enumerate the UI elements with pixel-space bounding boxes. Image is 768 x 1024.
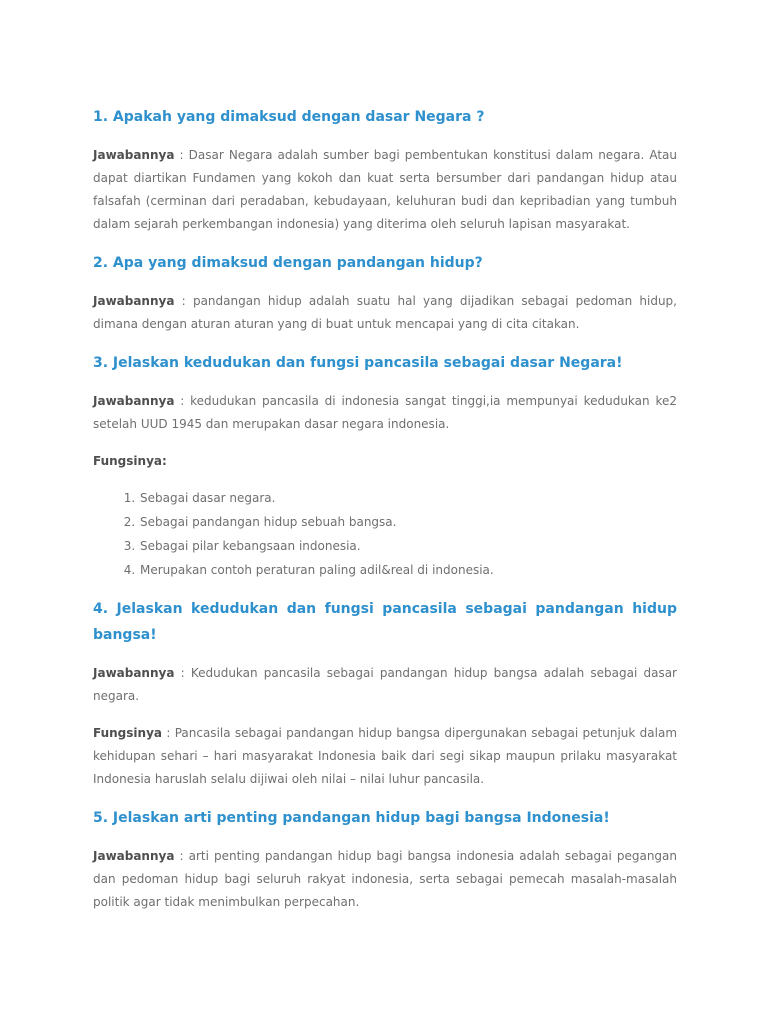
- answer-label: Jawabannya: [93, 849, 175, 863]
- question-heading-3: 3. Jelaskan kedudukan dan fungsi pancasila sebagai dasar Negara!: [93, 355, 623, 371]
- answer-paragraph-5: [93, 845, 677, 914]
- qa-section-5: [93, 805, 677, 914]
- label-separator: :: [174, 849, 189, 863]
- qa-section-1: [93, 104, 677, 236]
- answer-text: kedudukan pancasila di indonesia sangat tinggi,ia mempunyai kedudukan ke2 setelah UUD 1945 dan merupakan dasar negara indonesia.: [93, 394, 677, 431]
- label-separator: :: [174, 666, 191, 680]
- answer-paragraph-3: [93, 390, 677, 436]
- answer-label: Jawabannya: [93, 394, 175, 408]
- functions-paragraph: [93, 722, 677, 791]
- list-item: 4. Merupakan contoh peraturan paling adil&real di indonesia.: [139, 559, 677, 582]
- label-separator: :: [174, 294, 193, 308]
- answer-label: Jawabannya: [93, 294, 175, 308]
- list-item: 3. Sebagai pilar kebangsaan indonesia.: [139, 535, 677, 558]
- question-heading-4: 4. Jelaskan kedudukan dan fungsi pancasila sebagai pandangan hidup bangsa!: [93, 601, 677, 643]
- list-item: 1. Sebagai dasar negara.: [139, 487, 677, 510]
- answer-text: Kedudukan pancasila sebagai pandangan hidup bangsa adalah sebagai dasar negara.: [93, 666, 677, 703]
- answer-paragraph-1: [93, 144, 677, 236]
- answer-label: Jawabannya: [93, 666, 175, 680]
- qa-section-2: [93, 250, 677, 336]
- functions-list: [93, 487, 677, 582]
- functions-subheading: Fungsinya:: [93, 454, 167, 468]
- question-heading-2: 2. Apa yang dimaksud dengan pandangan hidup?: [93, 255, 483, 271]
- qa-section-3: [93, 350, 677, 582]
- answer-label: Jawabannya: [93, 148, 175, 162]
- answer-paragraph-2: [93, 290, 677, 336]
- qa-section-4: [93, 596, 677, 791]
- functions-label: Fungsinya: [93, 726, 162, 740]
- question-heading-5: 5. Jelaskan arti penting pandangan hidup bagi bangsa Indonesia!: [93, 810, 610, 826]
- label-separator: :: [162, 726, 175, 740]
- question-heading-1: 1. Apakah yang dimaksud dengan dasar Negara ?: [93, 109, 485, 125]
- answer-text: arti penting pandangan hidup bagi bangsa indonesia adalah sebagai pegangan dan pedoman hidup bagi seluruh rakyat indonesia, serta sebagai pemecah masalah-masalah politik agar tidak menimbulkan perpecahan.: [93, 849, 678, 909]
- answer-paragraph-4: [93, 662, 677, 708]
- answer-text: pandangan hidup adalah suatu hal yang dijadikan sebagai pedoman hidup, dimana dengan aturan aturan yang di buat untuk mencapai yang di cita citakan.: [93, 294, 677, 331]
- document-content: [93, 104, 677, 928]
- functions-text: Pancasila sebagai pandangan hidup bangsa dipergunakan sebagai petunjuk dalam kehidupan sehari – hari masyarakat Indonesia baik dari segi sikap maupun prilaku masyarakat Indonesia haruslah selalu dijiwai oleh nilai – nilai luhur pancasila.: [93, 726, 678, 786]
- label-separator: :: [174, 148, 189, 162]
- answer-text: Dasar Negara adalah sumber bagi pembentukan konstitusi dalam negara. Atau dapat diartikan Fundamen yang kokoh dan kuat serta bersumber dari pandangan hidup atau falsafah (cerminan dari peradaban, kebudayaan, keluhuran budi dan kepribadian yang tumbuh dalam sejarah perkembangan indonesia) yang diterima oleh seluruh lapisan masyarakat.: [93, 148, 677, 231]
- list-item: 2. Sebagai pandangan hidup sebuah bangsa.: [139, 511, 677, 534]
- label-separator: :: [174, 394, 191, 408]
